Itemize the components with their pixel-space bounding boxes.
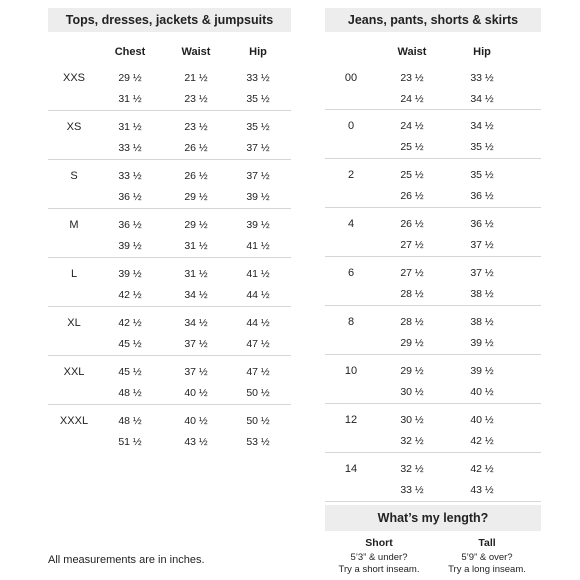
hip-max: 34 ½ [470, 93, 494, 105]
chest-max: 39 ½ [118, 240, 142, 252]
hip-min: 40 ½ [470, 414, 494, 426]
chest-min: 31 ½ [118, 121, 142, 133]
hip-max: 37 ½ [470, 239, 494, 251]
table-row [325, 306, 541, 355]
waist-max: 23 ½ [184, 93, 208, 105]
hip-max: 40 ½ [470, 386, 494, 398]
hip-min: 37 ½ [246, 170, 270, 182]
table-row [325, 208, 541, 257]
waist-min: 21 ½ [184, 72, 208, 84]
waist-header: Waist [181, 46, 211, 58]
waist-max: 31 ½ [184, 240, 208, 252]
waist-header: Waist [397, 46, 427, 58]
hip-max: 35 ½ [246, 93, 270, 105]
jeans-size-table [325, 8, 541, 502]
waist-max: 25 ½ [400, 141, 424, 153]
size-label: M [69, 219, 79, 231]
size-label: 0 [347, 120, 355, 132]
hip-max: 36 ½ [470, 190, 494, 202]
waist-min: 37 ½ [184, 366, 208, 378]
hip-max: 53 ½ [246, 436, 270, 448]
hip-max: 47 ½ [246, 338, 270, 350]
table-row [325, 159, 541, 208]
size-label: 00 [344, 72, 358, 84]
hip-max: 39 ½ [246, 191, 270, 203]
waist-max: 27 ½ [400, 239, 424, 251]
size-label: XS [66, 121, 82, 133]
hip-min: 33 ½ [246, 72, 270, 84]
waist-min: 24 ½ [400, 120, 424, 132]
waist-max: 37 ½ [184, 338, 208, 350]
chest-min: 42 ½ [118, 317, 142, 329]
length-tall [433, 537, 541, 576]
length-tall-line1: 5’9” & over? [461, 552, 513, 563]
hip-min: 39 ½ [470, 365, 494, 377]
waist-min: 25 ½ [400, 169, 424, 181]
chest-header: Chest [114, 46, 146, 58]
chest-max: 33 ½ [118, 142, 142, 154]
table-row [48, 160, 291, 209]
size-label: XXL [63, 366, 85, 378]
length-short [325, 537, 433, 576]
table-row [325, 257, 541, 306]
jeans-column-headers [325, 32, 541, 62]
tops-rows [48, 62, 291, 453]
tops-table-title: Tops, dresses, jackets & jumpsuits [48, 8, 291, 32]
chest-min: 48 ½ [118, 415, 142, 427]
hip-min: 37 ½ [470, 267, 494, 279]
chest-min: 36 ½ [118, 219, 142, 231]
hip-min: 41 ½ [246, 268, 270, 280]
table-row [325, 404, 541, 453]
waist-max: 30 ½ [400, 386, 424, 398]
chest-max: 42 ½ [118, 289, 142, 301]
hip-min: 34 ½ [470, 120, 494, 132]
size-label: 10 [344, 365, 358, 377]
chest-max: 36 ½ [118, 191, 142, 203]
hip-max: 37 ½ [246, 142, 270, 154]
chest-min: 45 ½ [118, 366, 142, 378]
chest-max: 48 ½ [118, 387, 142, 399]
hip-min: 35 ½ [246, 121, 270, 133]
size-label: 4 [347, 218, 355, 230]
hip-min: 39 ½ [246, 219, 270, 231]
chest-min: 39 ½ [118, 268, 142, 280]
hip-max: 39 ½ [470, 337, 494, 349]
length-tall-line2: Try a long inseam. [448, 564, 526, 575]
chest-max: 45 ½ [118, 338, 142, 350]
length-guide [325, 505, 541, 579]
length-short-line1: 5’3” & under? [350, 552, 408, 563]
table-row [325, 453, 541, 502]
chest-min: 29 ½ [118, 72, 142, 84]
table-row [48, 62, 291, 111]
hip-max: 35 ½ [470, 141, 494, 153]
waist-max: 29 ½ [184, 191, 208, 203]
waist-min: 29 ½ [184, 219, 208, 231]
waist-min: 27 ½ [400, 267, 424, 279]
hip-max: 44 ½ [246, 289, 270, 301]
hip-max: 38 ½ [470, 288, 494, 300]
jeans-rows [325, 62, 541, 502]
table-row [48, 209, 291, 258]
hip-max: 41 ½ [246, 240, 270, 252]
table-row [325, 62, 541, 110]
waist-min: 29 ½ [400, 365, 424, 377]
waist-max: 26 ½ [400, 190, 424, 202]
chest-max: 51 ½ [118, 436, 142, 448]
size-label: 6 [347, 267, 355, 279]
waist-min: 28 ½ [400, 316, 424, 328]
hip-max: 50 ½ [246, 387, 270, 399]
length-short-line2: Try a short inseam. [338, 564, 420, 575]
size-label: S [70, 170, 78, 182]
waist-max: 40 ½ [184, 387, 208, 399]
measurement-footnote: All measurements are in inches. [48, 554, 205, 566]
size-label: 8 [347, 316, 355, 328]
table-row [48, 307, 291, 356]
size-label: XL [67, 317, 81, 329]
waist-min: 40 ½ [184, 415, 208, 427]
chest-min: 33 ½ [118, 170, 142, 182]
waist-max: 28 ½ [400, 288, 424, 300]
size-label: 12 [344, 414, 358, 426]
waist-min: 30 ½ [400, 414, 424, 426]
hip-header: Hip [249, 46, 267, 58]
length-tall-label: Tall [478, 537, 496, 549]
size-label: XXXL [59, 415, 89, 427]
table-row [325, 355, 541, 404]
size-label: XXS [62, 72, 86, 84]
tops-column-headers [48, 32, 291, 62]
size-label: 2 [347, 169, 355, 181]
hip-min: 38 ½ [470, 316, 494, 328]
hip-max: 43 ½ [470, 484, 494, 496]
waist-min: 26 ½ [400, 218, 424, 230]
size-label: 14 [344, 463, 358, 475]
waist-min: 32 ½ [400, 463, 424, 475]
chest-max: 31 ½ [118, 93, 142, 105]
hip-min: 35 ½ [470, 169, 494, 181]
waist-min: 34 ½ [184, 317, 208, 329]
jeans-table-title: Jeans, pants, shorts & skirts [325, 8, 541, 32]
length-guide-title: What’s my length? [325, 505, 541, 531]
waist-max: 34 ½ [184, 289, 208, 301]
size-label: L [70, 268, 78, 280]
table-row [325, 110, 541, 159]
hip-min: 33 ½ [470, 72, 494, 84]
waist-min: 23 ½ [400, 72, 424, 84]
length-options [325, 531, 541, 579]
waist-max: 33 ½ [400, 484, 424, 496]
waist-min: 23 ½ [184, 121, 208, 133]
hip-min: 44 ½ [246, 317, 270, 329]
waist-min: 26 ½ [184, 170, 208, 182]
hip-min: 47 ½ [246, 366, 270, 378]
length-short-label: Short [365, 537, 393, 549]
hip-min: 42 ½ [470, 463, 494, 475]
waist-max: 26 ½ [184, 142, 208, 154]
waist-max: 24 ½ [400, 93, 424, 105]
table-row [48, 111, 291, 160]
hip-max: 42 ½ [470, 435, 494, 447]
tops-size-table [48, 8, 291, 453]
table-row [48, 258, 291, 307]
waist-max: 29 ½ [400, 337, 424, 349]
hip-min: 50 ½ [246, 415, 270, 427]
waist-max: 32 ½ [400, 435, 424, 447]
table-row [48, 405, 291, 453]
waist-min: 31 ½ [184, 268, 208, 280]
hip-min: 36 ½ [470, 218, 494, 230]
hip-header: Hip [473, 46, 491, 58]
waist-max: 43 ½ [184, 436, 208, 448]
table-row [48, 356, 291, 405]
